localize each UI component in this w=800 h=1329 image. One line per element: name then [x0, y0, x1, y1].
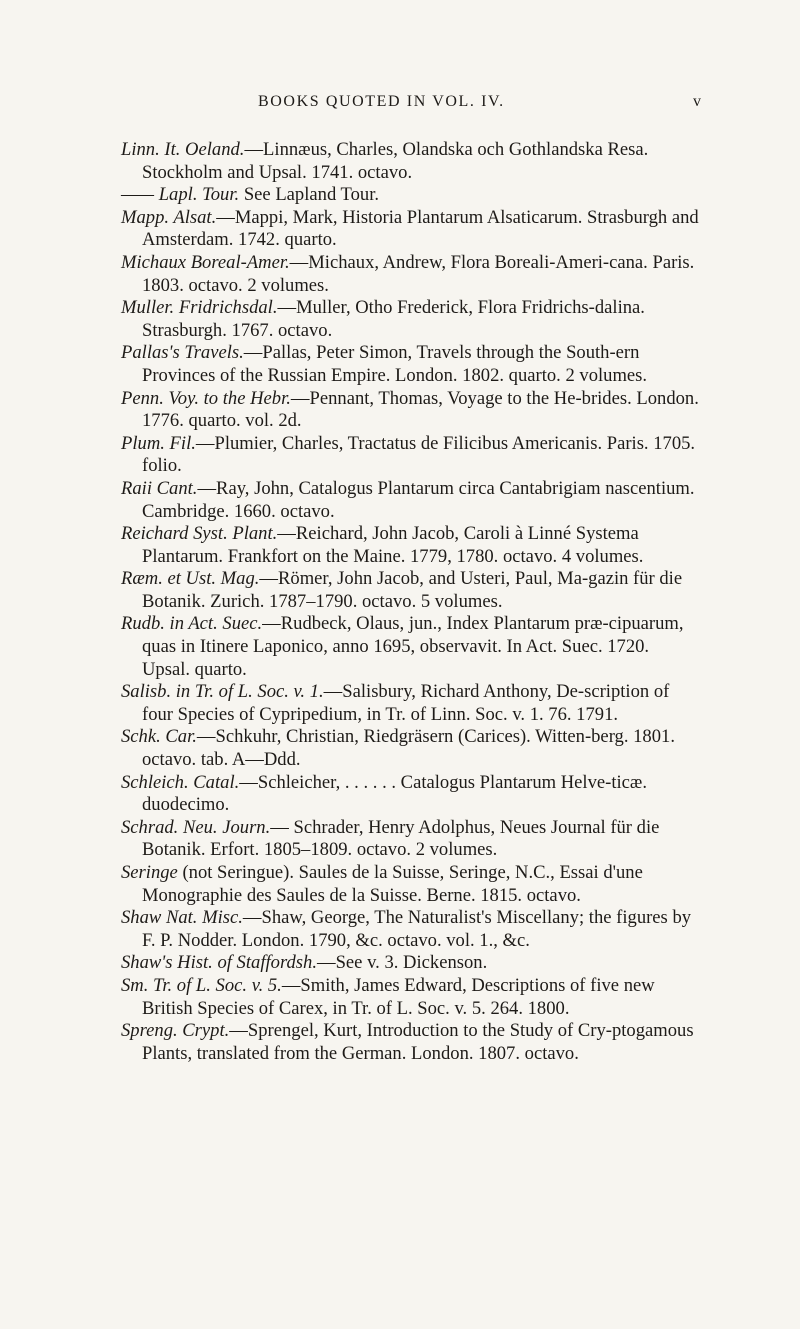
entry-text: —Rudbeck, Olaus, jun., Index Plantarum præ-cipuarum, quas in Itinere Laponico, anno 1695, observavit. In Act. Suec. 1720. Upsal. quarto. [142, 613, 684, 680]
bibliography-entry [121, 681, 701, 726]
bibliography-entry [121, 726, 701, 771]
entry-text: —Reichard, John Jacob, Caroli à Linné Systema Plantarum. Frankfort on the Maine. 1779, 1780. octavo. 4 volumes. [142, 523, 644, 567]
entry-abbreviation: Penn. Voy. to the Hebr. [121, 387, 291, 409]
entry-text: —Michaux, Andrew, Flora Boreali-Ameri-cana. Paris. 1803. octavo. 2 volumes. [142, 251, 695, 296]
entry-abbreviation: Michaux Boreal-Amer. [121, 251, 290, 273]
entry-text: —Muller, Otho Frederick, Flora Fridrichs-dalina. Strasburgh. 1767. octavo. [142, 297, 645, 341]
entry-abbreviation: Shaw Nat. Misc. [121, 907, 243, 929]
bibliography-entry [121, 523, 701, 568]
entry-text: —Ray, John, Catalogus Plantarum circa Cantabrigiam nascentium. Cambridge. 1660. octavo. [142, 477, 695, 522]
entry-abbreviation: Spreng. Crypt. [121, 1020, 230, 1042]
entry-text: — Schrader, Henry Adolphus, Neues Journal für die Botanik. Erfort. 1805–1809. octavo. 2 volumes. [142, 816, 660, 861]
entry-text: —Pennant, Thomas, Voyage to the He-brides. London. 1776. quarto. vol. 2d. [142, 387, 699, 432]
entry-abbreviation: Schk. Car. [121, 726, 197, 748]
bibliography-entry [121, 568, 701, 613]
bibliography-list [121, 139, 701, 1065]
entry-abbreviation: Mapp. Alsat. [121, 206, 217, 228]
entry-abbreviation: Sm. Tr. of L. Soc. v. 5. [121, 974, 282, 996]
entry-abbreviation: Plum. Fil. [121, 432, 196, 454]
entry-abbreviation: Salisb. in Tr. of L. Soc. v. 1. [121, 681, 324, 703]
entry-abbreviation: Muller. Fridrichsdal. [121, 297, 278, 319]
entry-text: —Mappi, Mark, Historia Plantarum Alsaticarum. Strasburgh and Amsterdam. 1742. quarto. [142, 206, 699, 251]
entry-text: —Pallas, Peter Simon, Travels through the South-ern Provinces of the Russian Empire. London. 1802. quarto. 2 volumes. [142, 342, 648, 386]
bibliography-entry [121, 975, 701, 1020]
entry-abbreviation: Schrad. Neu. Journ. [121, 816, 271, 838]
entry-text: —See v. 3. Dickenson. [316, 952, 488, 974]
bibliography-entry [121, 252, 701, 297]
entry-text: (not Seringue). Saules de la Suisse, Seringe, N.C., Essai d'une Monographie des Saules de la Suisse. Berne. 1815. octavo. [142, 862, 643, 906]
bibliography-entry [121, 478, 701, 523]
bibliography-entry [121, 862, 701, 907]
bibliography-entry [121, 772, 701, 817]
bibliography-entry [121, 207, 701, 252]
bibliography-entry [121, 613, 701, 681]
bibliography-entry [121, 184, 701, 207]
entry-text: —Shaw, George, The Naturalist's Miscellany; the figures by F. P. Nodder. London. 1790, &c. octavo. vol. 1., &c. [142, 907, 692, 951]
running-title: BOOKS QUOTED IN VOL. IV. [258, 93, 505, 110]
bibliography-entry [121, 817, 701, 862]
entry-abbreviation: Reichard Syst. Plant. [121, 523, 278, 545]
bibliography-entry [121, 297, 701, 342]
entry-abbreviation: Pallas's Travels. [121, 342, 244, 364]
entry-abbreviation: Linn. It. Oeland. [121, 139, 245, 160]
entry-abbreviation: Ræm. et Ust. Mag. [121, 568, 260, 590]
bibliography-entry [121, 907, 701, 952]
entry-text: —Sprengel, Kurt, Introduction to the Study of Cry-ptogamous Plants, translated from the German. London. 1807. octavo. [142, 1020, 694, 1064]
entry-abbreviation: Seringe [121, 862, 178, 883]
entry-abbreviation: —— Lapl. Tour. [121, 184, 240, 206]
entry-text: —Schleicher, . . . . . . Catalogus Plantarum Helve-ticæ. duodecimo. [142, 771, 647, 816]
entry-abbreviation: Rudb. in Act. Suec. [121, 613, 263, 635]
entry-text: —Smith, James Edward, Descriptions of five new British Species of Carex, in Tr. of L. Soc. v. 5. 264. 1800. [142, 974, 655, 1019]
bibliography-entry [121, 952, 701, 975]
bibliography-entry [121, 139, 701, 184]
entry-text: —Römer, John Jacob, and Usteri, Paul, Ma-gazin für die Botanik. Zurich. 1787–1790. octavo. 5 volumes. [142, 568, 683, 612]
entry-text: —Schkuhr, Christian, Riedgräsern (Carices). Witten-berg. 1801. octavo. tab. A—Ddd. [142, 726, 675, 771]
entry-abbreviation: Schleich. Catal. [121, 771, 240, 793]
bibliography-entry [121, 1020, 701, 1065]
entry-text: —Salisbury, Richard Anthony, De-scription of four Species of Cypripedium, in Tr. of Linn. Soc. v. 1. 76. 1791. [142, 681, 670, 725]
page-header [0, 93, 800, 117]
entry-abbreviation: Shaw's Hist. of Staffordsh. [121, 952, 317, 974]
entry-text: —Linnæus, Charles, Olandska och Gothlandska Resa. Stockholm and Upsal. 1741. octavo. [142, 139, 649, 183]
entry-abbreviation: Raii Cant. [121, 477, 198, 499]
bibliography-entry [121, 433, 701, 478]
entry-text: See Lapland Tour. [239, 184, 380, 206]
bibliography-entry [121, 342, 701, 387]
page-number: v [693, 93, 701, 110]
bibliography-entry [121, 388, 701, 433]
entry-text: —Plumier, Charles, Tractatus de Filicibus Americanis. Paris. 1705. folio. [142, 432, 696, 477]
